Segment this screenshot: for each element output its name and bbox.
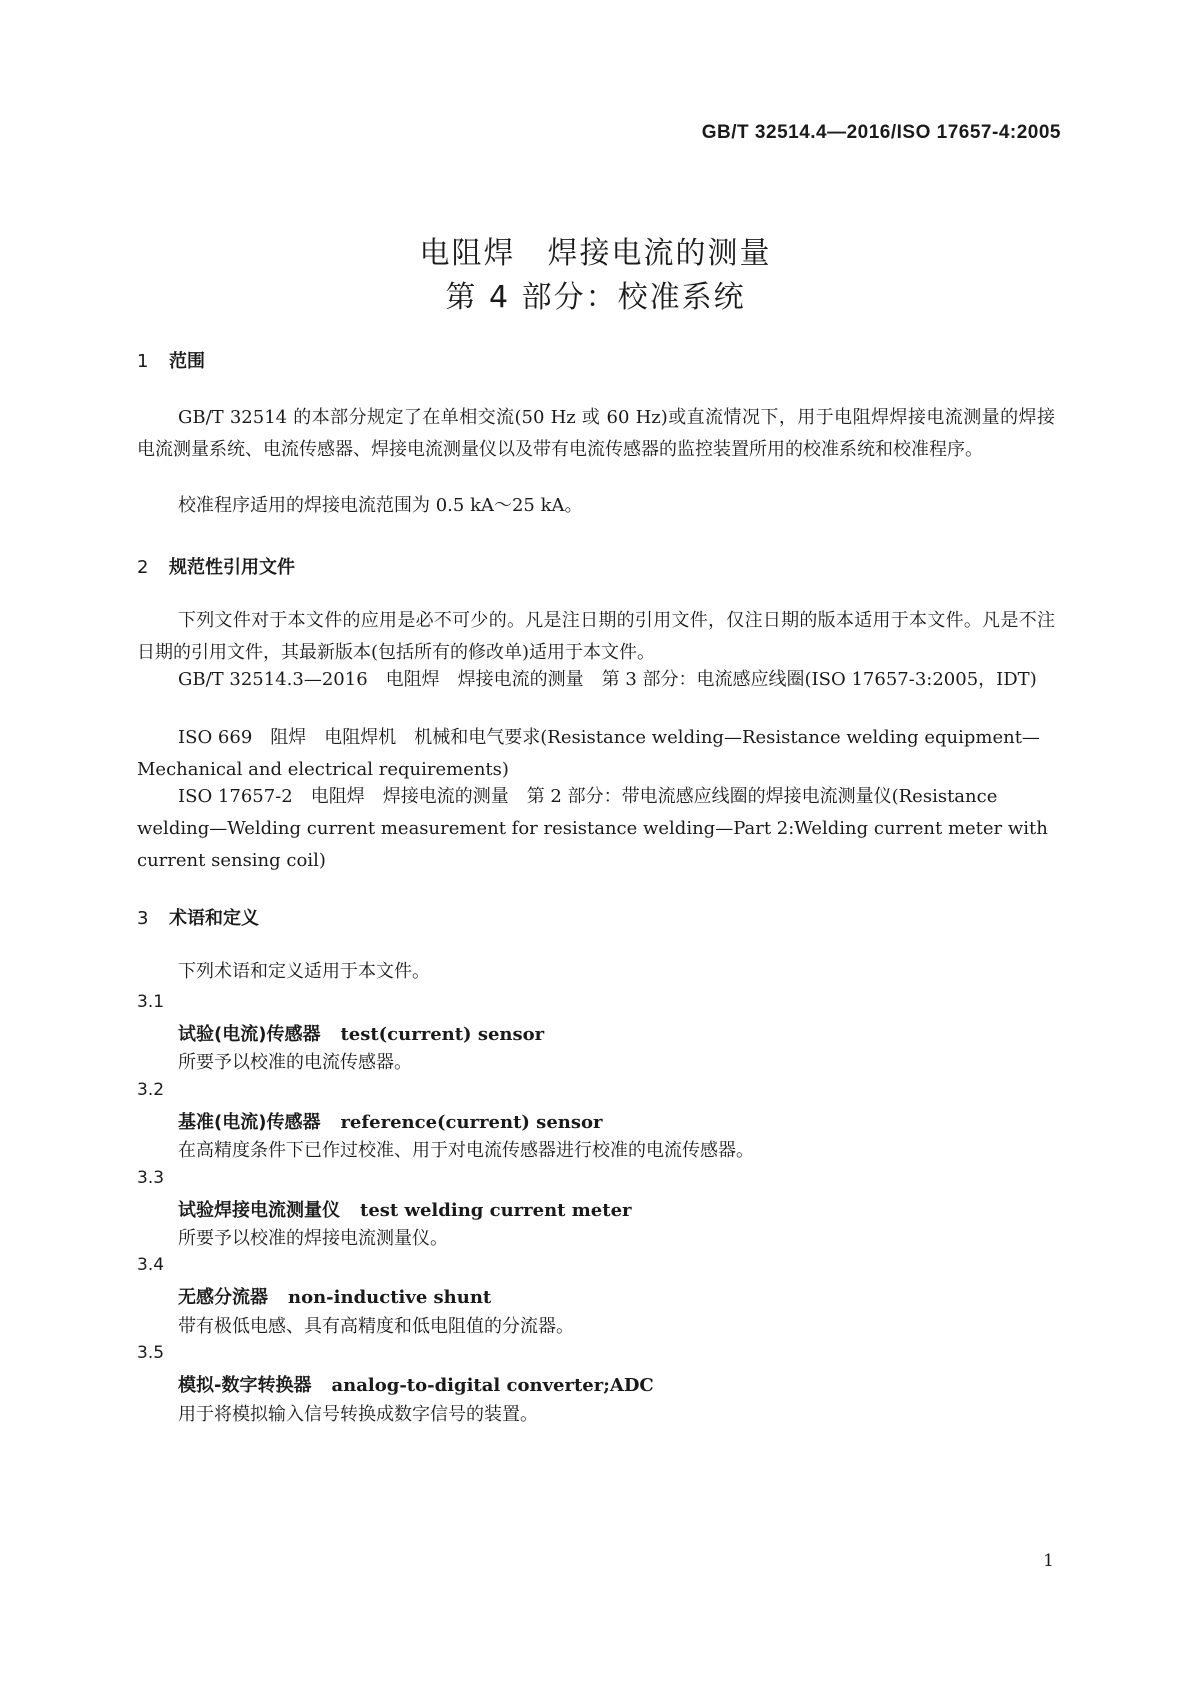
section-heading-scope (137, 347, 205, 373)
term-definition: 带有极低电感、具有高精度和低电阻值的分流器。 (178, 1316, 574, 1337)
section-number: 1 (137, 351, 149, 372)
term-name-en: non-inductive shunt (288, 1287, 492, 1308)
term-name-en: analog-to-digital converter;ADC (331, 1375, 654, 1396)
section-heading-normative-references (137, 553, 295, 579)
term-name-zh: 模拟-数字转换器 (178, 1375, 312, 1396)
reference-item: GB/T 32514.3—2016 电阻焊 焊接电流的测量 第 3 部分：电流感应线圈(ISO 17657-3:2005，IDT) (178, 669, 1037, 690)
term-name (178, 1371, 654, 1397)
section-title: 术语和定义 (169, 908, 259, 929)
scope-paragraph: GB/T 32514 的本部分规定了在单相交流(50 Hz 或 60 Hz)或直流情况下，用于电阻焊焊接电流测量的焊接电流测量系统、电流传感器、焊接电流测量仪以及带有电流传感器的监控装置所用的校准系统和校准程序。 (137, 407, 1055, 460)
term-number: 3.2 (137, 1080, 165, 1100)
document-title-line1: 电阻焊 焊接电流的测量 (419, 236, 772, 271)
references-intro-paragraph: 下列文件对于本文件的应用是必不可少的。凡是注日期的引用文件，仅注日期的版本适用于本文件。凡是不注日期的引用文件，其最新版本(包括所有的修改单)适用于本文件。 (137, 610, 1055, 663)
scope-range-paragraph: 校准程序适用的焊接电流范围为 0.5 kA～25 kA。 (178, 495, 583, 516)
terms-intro-paragraph: 下列术语和定义适用于本文件。 (178, 961, 430, 982)
term-name-zh: 试验焊接电流测量仪 (178, 1200, 340, 1221)
term-name-en: reference(current) sensor (340, 1112, 603, 1133)
term-name-zh: 基准(电流)传感器 (178, 1112, 321, 1133)
term-definition: 所要予以校准的焊接电流测量仪。 (178, 1228, 448, 1249)
term-name (178, 1108, 602, 1134)
term-definition: 在高精度条件下已作过校准、用于对电流传感器进行校准的电流传感器。 (178, 1140, 754, 1161)
document-title-line2: 第 4 部分：校准系统 (445, 280, 746, 315)
term-definition: 所要予以校准的电流传感器。 (178, 1052, 412, 1073)
section-heading-terms (137, 904, 259, 930)
term-definition: 用于将模拟输入信号转换成数字信号的装置。 (178, 1404, 538, 1425)
section-number: 3 (137, 908, 149, 929)
term-name (178, 1283, 491, 1309)
term-name-en: test(current) sensor (340, 1024, 545, 1045)
reference-item: ISO 669 阻焊 电阻焊机 机械和电气要求(Resistance welding—Resistance welding equipment—Mechanical and electrical requirements) (137, 727, 1040, 780)
standard-code: GB/T 32514.4—2016/ISO 17657-4:2005 (701, 122, 1061, 143)
term-number: 3.1 (137, 992, 165, 1012)
section-number: 2 (137, 557, 149, 578)
reference-item: ISO 17657-2 电阻焊 焊接电流的测量 第 2 部分：带电流感应线圈的焊接电流测量仪(Resistance welding—Welding current measurement for resistance welding—Part 2:Welding current meter with current sensing coil) (137, 786, 1048, 871)
term-name-zh: 试验(电流)传感器 (178, 1024, 321, 1045)
term-name (178, 1196, 632, 1222)
term-name-en: test welding current meter (360, 1200, 632, 1221)
term-number: 3.3 (137, 1168, 165, 1188)
term-number: 3.5 (137, 1343, 165, 1363)
section-title: 范围 (169, 351, 205, 372)
term-name-zh: 无感分流器 (178, 1287, 268, 1308)
term-number: 3.4 (137, 1255, 165, 1275)
term-name (178, 1020, 544, 1046)
page-number: 1 (1043, 1551, 1054, 1571)
section-title: 规范性引用文件 (169, 557, 295, 578)
